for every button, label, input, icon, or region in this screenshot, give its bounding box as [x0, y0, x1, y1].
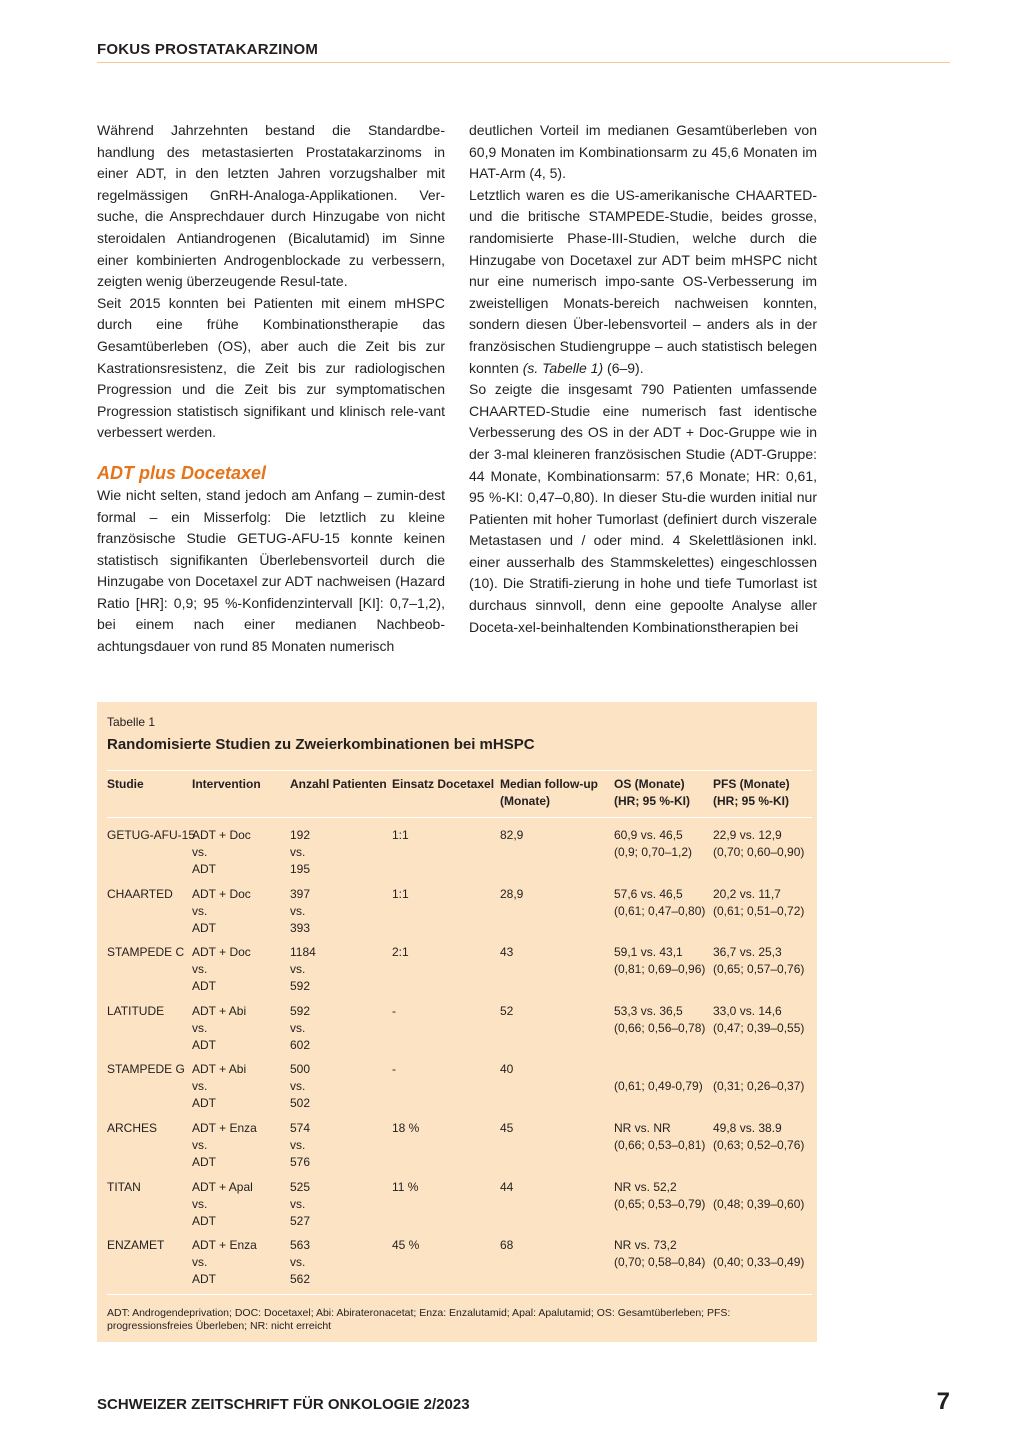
table-cell-followup: 68 [500, 1238, 514, 1253]
table-cell-anzahl: 525 vs. 527 [290, 1179, 311, 1228]
table-cell-os: 53,3 vs. 36,5 (0,66; 0,56–0,78) [614, 1003, 706, 1035]
table-cell-followup: 40 [500, 1062, 514, 1077]
table-cell-anzahl: 574 vs. 576 [290, 1121, 311, 1169]
table-cell-os: NR vs. 73,2 (0,70; 0,58–0,84) [614, 1238, 706, 1270]
table-cell-pfs: (0,31; 0,26–0,37) [713, 1079, 805, 1094]
table-cell-pfs: 22,9 vs. 12,9 (0,70; 0,60–0,90) [713, 828, 805, 859]
table-cell-followup: 28,9 [500, 886, 524, 901]
table-cell-studie: ENZAMET [107, 1238, 165, 1253]
table-cell-studie: STAMPEDE C [107, 945, 185, 960]
paragraph: Seit 2015 konnten bei Patienten mit einem mHSPC durch eine frühe Kombinationstherapie das Gesamtüberleben (OS), aber auch die Zeit bis zur Kastrationsresistenz, die Zeit bis zur radiologischen Progression und die Zeit bis zur symptomatischen Progression statistisch signifikant und klinisch rele-vant verbessert werden. [97, 294, 445, 441]
left-text-column [97, 120, 445, 658]
table-cell-os: NR vs. NR (0,66; 0,53–0,81) [614, 1121, 706, 1152]
table-cell-einsatz: 11 % [392, 1179, 419, 1194]
table-cell-einsatz: - [392, 1062, 396, 1077]
table-cell-intervention: ADT + Apal vs. ADT [192, 1179, 253, 1228]
table-cell-einsatz: - [392, 1003, 396, 1018]
th-os: OS (Monate) (HR; 95 %-KI) [614, 777, 691, 808]
table-cell-anzahl: 500 vs. 502 [290, 1062, 311, 1111]
table-cell-intervention: ADT + Abi vs. ADT [192, 1003, 247, 1052]
paragraph-text: (6–9). [603, 359, 644, 376]
th-studie: Studie [107, 777, 144, 791]
table-cell-anzahl: 563 vs. 562 [290, 1238, 311, 1287]
table-cell-pfs: 49,8 vs. 38.9 (0,63; 0,52–0,76) [713, 1121, 805, 1152]
table-cell-os: 60,9 vs. 46,5 (0,9; 0,70–1,2) [614, 828, 693, 859]
table-cell-studie: LATITUDE [107, 1003, 165, 1018]
paragraph [469, 185, 817, 379]
th-anzahl: Anzahl Patienten [290, 777, 387, 791]
table-reference: (s. Tabelle 1) [522, 359, 604, 376]
paragraph: Während Jahrzehnten bestand die Standardbe-handlung des metastasierten Prostatakarzinoms in einer ADT, in den letzten Jahren vorzugshalber mit regelmässigen GnRH-Analoga-Applikationen. Ver-suche, die Ansprechdauer durch Hinzugabe von nicht steroidalen Antiandrogenen (Bicalutamid) im Sinne einer kombinierten Androgenblockade zu verbessern, zeigten wenig überzeugende Resul-tate. [97, 122, 445, 290]
table-cell-intervention: ADT + Enza vs. ADT [192, 1121, 257, 1169]
table-cell-followup: 44 [500, 1179, 514, 1194]
table-cell-einsatz: 1:1 [392, 828, 409, 842]
paragraph: Wie nicht selten, stand jedoch am Anfang – zumin-dest formal – ein Misserfolg: Die letztlich zu kleine französische Studie GETUG-AFU-15 konnte keinen statistisch signifikanten Überlebensvorteil durch die Hinzugabe von Docetaxel zur ADT nachweisen (Hazard Ratio [HR]: 0,9; 95 %-Konfidenzintervall [KI]: 0,7–1,2), bei einem nach einer medianen Nachbeob-achtungsdauer von rund 85 Monaten numerisch [97, 486, 445, 655]
table-cell-pfs: 33,0 vs. 14,6 (0,47; 0,39–0,55) [713, 1003, 805, 1035]
table-cell-einsatz: 2:1 [392, 945, 409, 960]
table-header-rule [107, 817, 812, 818]
journal-footer: SCHWEIZER ZEITSCHRIFT FÜR ONKOLOGIE 2/2023 [97, 1396, 470, 1413]
table-cell-einsatz: 1:1 [392, 886, 409, 901]
table-cell-einsatz: 45 % [392, 1238, 420, 1253]
table-cell-einsatz: 18 % [392, 1121, 420, 1135]
table-cell-studie: TITAN [107, 1179, 141, 1194]
table-header-rule [107, 770, 812, 771]
table-cell-anzahl: 592 vs. 602 [290, 1003, 311, 1052]
table-cell-pfs: (0,40; 0,33–0,49) [713, 1255, 805, 1270]
table-bottom-rule [107, 1294, 812, 1295]
table-cell-studie: STAMPEDE G [107, 1062, 185, 1077]
table-cell-pfs: 36,7 vs. 25,3 (0,65; 0,57–0,76) [713, 945, 805, 977]
table-cell-os: 59,1 vs. 43,1 (0,81; 0,69–0,96) [614, 945, 706, 977]
paragraph-text: Letztlich waren es die US-amerikanische CHAARTED- und die britische STAMPEDE-Studie, beides grosse, randomisierte Phase-III-Studien, welche durch die Hinzugabe von Docetaxel zur ADT beim mHSPC nicht nur eine numerisch impo-sante OS-Verbesserung im zweistelligen Monats-bereich nachweisen konnten, sondern diesen Über-lebensvorteil – anders als in der französischen Studiengruppe – auch statistisch belegen konnten [469, 186, 817, 376]
table-box [97, 702, 817, 1342]
th-pfs: PFS (Monate) (HR; 95 %-KI) [713, 777, 790, 808]
th-intervention: Intervention [192, 777, 261, 791]
table-cell-studie: GETUG-AFU-15 [107, 828, 196, 842]
table-cell-followup: 82,9 [500, 828, 524, 842]
table-cell-intervention: ADT + Abi vs. ADT [192, 1062, 247, 1111]
table-cell-followup: 43 [500, 945, 514, 960]
table-cell-os: NR vs. 52,2 (0,65; 0,53–0,79) [614, 1179, 706, 1211]
table-cell-anzahl: 397 vs. 393 [290, 886, 311, 935]
page-number: 7 [936, 1388, 950, 1415]
table-cell-pfs: 20,2 vs. 11,7 (0,61; 0,51–0,72) [713, 886, 805, 918]
table-cell-intervention: ADT + Enza vs. ADT [192, 1238, 257, 1287]
running-header: FOKUS PROSTATAKARZINOM [97, 41, 950, 63]
table-cell-followup: 52 [500, 1003, 514, 1018]
table-cell-intervention: ADT + Doc vs. ADT [192, 828, 251, 876]
th-einsatz: Einsatz Docetaxel [392, 777, 495, 791]
th-followup: Median follow-up (Monate) [500, 777, 598, 808]
table-cell-anzahl: 192 vs. 195 [290, 828, 311, 876]
table-cell-os: (0,61; 0,49-0,79) [614, 1079, 703, 1094]
table-cell-pfs: (0,48; 0,39–0,60) [713, 1196, 805, 1211]
paragraph: deutlichen Vorteil im medianen Gesamtüberleben von 60,9 Monaten im Kombinationsarm zu 45,6 Monaten im HAT-Arm (4, 5). [469, 122, 817, 182]
table-cell-intervention: ADT + Doc vs. ADT [192, 945, 251, 994]
table-caption: Tabelle 1 [107, 715, 156, 729]
table-cell-studie: ARCHES [107, 1121, 158, 1135]
right-text-column [469, 120, 817, 638]
table-cell-followup: 45 [500, 1121, 514, 1135]
table-title: Randomisierte Studien zu Zweierkombinationen bei mHSPC [107, 736, 535, 753]
table-cell-os: 57,6 vs. 46,5 (0,61; 0,47–0,80) [614, 886, 706, 918]
table-cell-studie: CHAARTED [107, 886, 173, 901]
paragraph: So zeigte die insgesamt 790 Patienten umfassende CHAARTED-Studie eine numerisch fast identische Verbesserung des OS in der ADT + Doc-Gruppe wie in der 3-mal kleineren französischen Studie (ADT-Gruppe: 44 Monate, Kombinationsarm: 57,6 Monate; HR: 0,61, 95 %-KI: 0,47–0,80). In dieser Stu-die wurden initial nur Patienten mit hoher Tumorlast (definiert durch viszerale Metastasen und / oder mind. 4 Skelettläsionen inkl. einer ausserhalb des Stammskelettes) eingeschlossen (10). Die Stratifi-zierung in hohe und tiefe Tumorlast ist durchaus sinnvoll, denn eine gepoolte Analyse aller Doceta-xel-beinhaltenden Kombinationstherapien bei [469, 381, 817, 635]
table-footnote: ADT: Androgendeprivation; DOC: Docetaxel; Abi: Abirateronacetat; Enza: Enzalutamid; Apal: Apalutamid; OS: Gesamtüberleben; PFS: progressionsfreies Überleben; NR: nicht erreicht [107, 1307, 731, 1332]
table-cell-anzahl: 1184 vs. 592 [290, 945, 316, 994]
section-heading: ADT plus Docetaxel [97, 462, 267, 483]
table-cell-intervention: ADT + Doc vs. ADT [192, 886, 251, 935]
